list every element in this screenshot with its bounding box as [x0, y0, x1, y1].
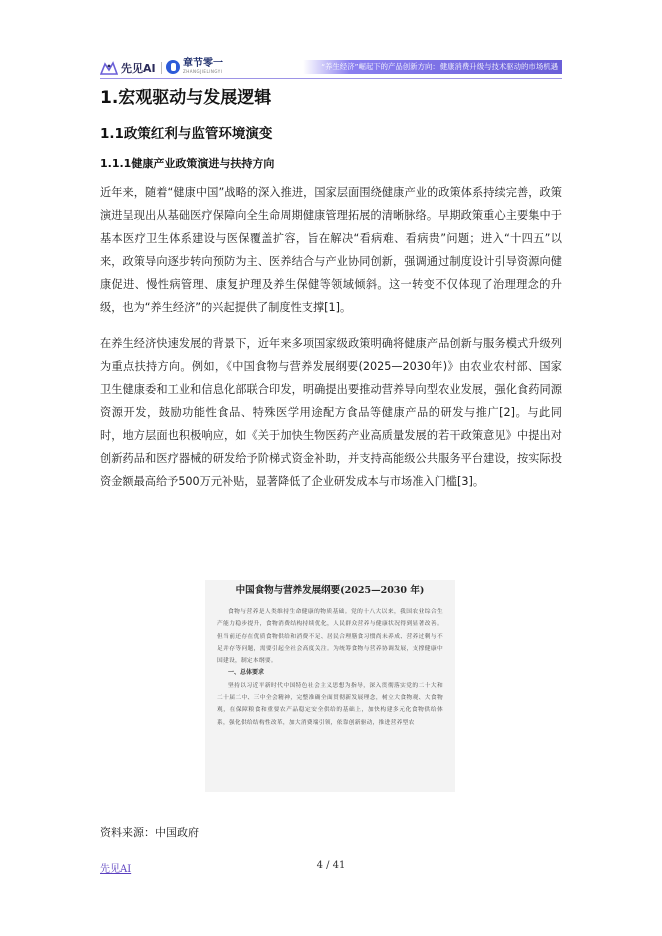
- figure-title: 中国食物与营养发展纲要(2025—2030 年): [235, 585, 425, 596]
- zhangjie-logo-text: 章节零一: [183, 58, 223, 69]
- logo-divider: [161, 62, 162, 74]
- zhangjie-logo: [166, 59, 223, 74]
- chapter-heading: 1.宏观驱动与发展逻辑: [100, 88, 272, 108]
- zhangjie-logo-icon: [166, 60, 180, 74]
- xianjian-logo-icon: [100, 61, 118, 75]
- footer-brand-link[interactable]: 先见AI: [100, 864, 132, 875]
- xianjian-logo: [100, 60, 156, 76]
- body-paragraph-1: 近年来，随着“健康中国”战略的深入推进，国家层面围绕健康产业的政策体系持续完善，政策演进呈现出从基础医疗保障向全生命周期健康管理拓展的清晰脉络。早期政策重心主要集中于基本医疗卫生体系建设与医保覆盖扩容，旨在解决“看病难、看病贵”问题；进入“十四五”以来，政策导向逐步转向预防为主、医养结合与产业协同创新，强调通过制度设计引导资源向健康促进、慢性病管理、康复护理及养生保健等领域倾斜。这一转变不仅体现了治理理念的升级，也为“养生经济”的兴起提供了制度性支撑[1]。: [100, 186, 562, 314]
- main-content: [100, 80, 562, 494]
- source-note: 资料来源：中国政府: [100, 826, 199, 839]
- zhangjie-logo-subtext: ZHANGJIELINGYI: [183, 69, 223, 74]
- subsection-heading: 1.1.1健康产业政策演进与扶持方向: [100, 157, 275, 170]
- page-header: [100, 58, 562, 80]
- figure-section-heading: 一、总体要求: [228, 669, 265, 677]
- policy-document-image: [205, 580, 455, 792]
- report-title-banner: “养生经济”崛起下的产品创新方向：健康消费升级与技术驱动的市场机遇: [303, 60, 562, 74]
- figure-body-text: 坚持以习近平新时代中国特色社会主义思想为指导，深入贯彻落实党的二十大和二十届二中、三中全会精神，完整准确全面贯彻新发展理念，树立大食物观、大食物观，在保障粮食和重要农产品稳定安全供给的基础上，加快构建多元化食物供给体系，强化供给结构性改革，加大消费端引领，依靠创新驱动，推进营养型农: [217, 682, 443, 726]
- figure-intro-text: 食物与营养是人类维持生命健康的物质基础。党的十八大以来，我国农业综合生产能力稳步提升，食物消费结构持续优化，人民群众营养与健康状况得到显著改善。但当前还存在优质食物供给和消费不足、居民合理膳食习惯尚未养成、营养过剩与不足并存等问题，需要引起全社会高度关注。为统筹食物与营养协调发展，支撑健康中国建设，制定本纲要。: [217, 609, 443, 665]
- xianjian-logo-text: 先见AI: [121, 62, 156, 75]
- page-number: 4 / 41: [316, 860, 346, 871]
- body-paragraph-2: 在养生经济快速发展的背景下，近年来多项国家级政策明确将健康产品创新与服务模式升级列为重点扶持方向。例如，《中国食物与营养发展纲要(2025—2030年)》由农业农村部、国家卫生健康委和工业和信息化部联合印发，明确提出要推动营养导向型农业发展，强化食药同源资源开发，鼓励功能性食品、特殊医学用途配方食品等健康产品的研发与推广[2]。与此同时，地方层面也积极响应，如《关于加快生物医药产业高质量发展的若干政策意见》中提出对创新药品和医疗器械的研发给予阶梯式资金补助，并支持高能级公共服务平台建设，按实际投资金额最高给予500万元补贴，显著降低了企业研发成本与市场准入门槛[3]。: [100, 337, 562, 488]
- header-rule: [100, 78, 562, 79]
- section-heading: 1.1政策红利与监管环境演变: [100, 126, 273, 142]
